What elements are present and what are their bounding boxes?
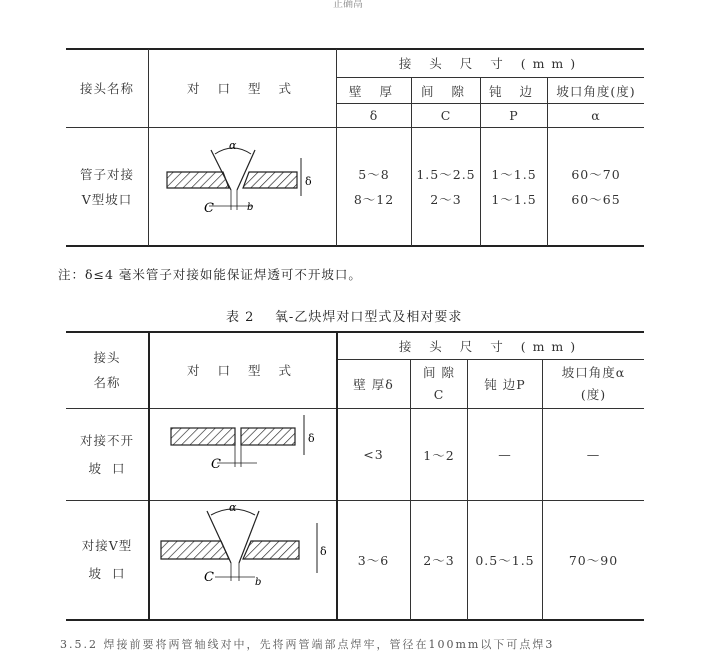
table2-row1-gap: 1～2 [423,447,455,463]
table1-header-angle: 坡口角度(度) [556,83,636,99]
table1-wall-value: 8～12 [353,191,395,207]
table1-header-joint-name: 接头名称 [79,81,134,96]
table2-row2-name-line2: 坡 口 [88,566,126,581]
table2-row1-name-line2: 坡 口 [88,460,126,476]
table1-angle-value: 60～65 [571,191,621,207]
table2-header-joint-line1: 接头 [93,350,121,365]
table2-row2-gap: 2～3 [423,553,455,568]
table2-row2-blunt: 0.5～1.5 [475,553,535,568]
table1-header-form: 对 口 型 式 [187,81,298,96]
page-footer-fragment: 3.5.2 焊接前要将两管轴线对中，先将两管端部点焊牢，管径在100mm以下可点焊3 [60,638,555,651]
table2-caption: 表 2 氧-乙炔焊对口型式及相对要求 [226,310,463,325]
table1-row-blunt [481,128,547,245]
table1-gap-value: 1.5～2.5 [416,166,476,182]
table2-row1-blunt: — [498,447,512,462]
table2-row1-angle: — [586,447,601,462]
table1-blunt-value: 1～1.5 [491,191,537,207]
table1-row-gap [412,128,480,245]
table2-header-form: 对 口 型 式 [187,363,298,378]
table1-symbol-blunt: P [509,108,519,123]
square-butt-joint-drawing [149,409,336,500]
c-label: C [204,201,214,216]
table1-row-name-line1: 管子对接 [79,166,134,182]
table1-header-dims: 接 头 尺 寸 (mm) [398,56,583,71]
table2-header-joint-line2: 名称 [93,375,121,390]
table2-header-angle-line1: 坡口角度α [561,365,626,380]
table1-row-name [66,128,148,245]
b-label: b [255,577,262,588]
table1-row-angle [548,128,644,245]
table2-header-angle-line2: (度) [580,387,607,402]
table2-header-gap [411,360,467,408]
delta-label: δ [320,545,327,558]
table2-row2-name [66,501,148,619]
alpha-label: α [229,139,237,152]
c-label: C [211,457,221,472]
c-label: C [204,570,214,585]
delta-label: δ [308,432,315,445]
table1-header-wall: 壁 厚 [349,83,399,99]
table1-v-groove-diagram [149,128,336,245]
table2-header-blunt: 钝 边P [484,377,526,392]
table2-bottom-border [66,619,644,621]
alpha-label: α [229,501,237,514]
table1-bottom-border [66,245,644,247]
table2-header-dims: 接 头 尺 寸 (mm) [398,338,583,354]
table2-row1-name-line1: 对接不开 [79,432,134,448]
table2-v-groove-diagram [149,501,336,619]
v-groove-joint-drawing [149,501,336,619]
table1-wall-value: 5～8 [358,166,390,182]
v-groove-joint-drawing [149,128,336,245]
table1-angle-value: 60～70 [571,166,621,182]
table1-symbol-wall: δ [369,108,379,123]
table2-row2-name-line1: 对接V型 [81,538,133,553]
table1-symbol-angle: α [591,108,601,123]
table1-symbol-gap: C [440,108,452,123]
table2-header-gap-line1: 间 隙 [423,365,455,380]
table2-row2-angle: 70～90 [568,553,619,568]
page-header-fragment: 正确鬲 [333,0,363,10]
table1-header-blunt: 钝 边 [489,83,539,99]
table1-header-gap: 间 隙 [421,83,471,99]
b-label: b [247,202,254,213]
table1-row-name-line2: V型坡口 [81,191,133,207]
table1-note: 注：δ≤4 毫米管子对接如能保证焊透可不开坡口。 [58,267,362,282]
table2-row1-name [66,409,148,500]
delta-label: δ [305,175,312,188]
table2-header-gap-line2: C [433,387,445,402]
table1-gap-value: 2～3 [430,191,462,207]
table2-header-joint-name [66,332,148,408]
table2-row2-wall: 3～6 [357,553,390,568]
table1-row-wall [337,128,411,245]
table2-header-wall: 壁 厚δ [353,377,394,392]
table2-square-butt-diagram [149,409,336,500]
table1-blunt-value: 1～1.5 [491,166,537,182]
table2-row1-wall: <3 [363,447,384,462]
table2-header-angle [543,360,644,408]
